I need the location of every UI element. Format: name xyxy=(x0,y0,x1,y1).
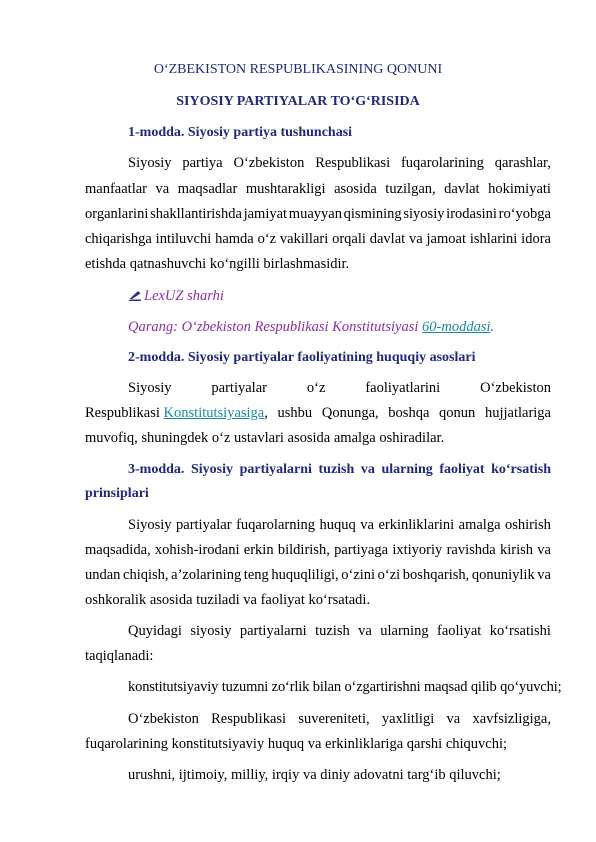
word: ro‘yobga xyxy=(498,206,551,222)
article-1-line-3 xyxy=(85,205,551,223)
word: siyosiy xyxy=(190,623,232,639)
word: Qonunga, xyxy=(321,405,379,421)
word: maqsadida, xyxy=(85,542,151,558)
word: fuqarolarining xyxy=(400,155,484,171)
word: Siyosiy xyxy=(128,380,172,396)
word: o‘z xyxy=(306,380,326,396)
article-3-line-10: urushni, ijtimoiy, milliy, irqiy va diniy adovatni targ‘ib qiluvchi; xyxy=(128,767,501,783)
word: xavfsizligiga, xyxy=(472,711,551,727)
word: tuzish xyxy=(318,462,355,477)
word: ixtiyoriy xyxy=(392,542,443,558)
article-3-line-1 xyxy=(128,516,551,534)
word: boshqarish, xyxy=(402,567,470,583)
word: irodasini xyxy=(446,206,497,222)
word: tuzish xyxy=(315,623,350,639)
constitution-article-60-link[interactable]: 60-moddasi xyxy=(422,319,491,335)
line2-pre: Respublikasi xyxy=(85,405,160,421)
article-3-line-7: konstitutsiyaviy tuzumni zo‘rlik bilan o‘zgartirishni maqsad qilib qo‘yuvchi; xyxy=(128,679,562,695)
see-reference xyxy=(128,318,494,336)
line2-comma: , xyxy=(264,405,268,421)
word: partiya xyxy=(182,155,223,171)
word: teng xyxy=(243,567,269,583)
see-text: Qarang: O‘zbekiston Respublikasi Konstitutsiyasi xyxy=(128,319,419,335)
article-3-line-6: taqiqlanadi: xyxy=(85,648,154,664)
word: Siyosiy xyxy=(128,155,172,171)
commentary-label[interactable]: LexUZ sharhi xyxy=(144,288,224,304)
word: qonun xyxy=(439,405,476,421)
article-2-line-3: muvofiq, shuningdek o‘z ustavlari asosida amalga oshiradilar. xyxy=(85,430,445,446)
word: a’zolarining xyxy=(171,567,242,583)
lexuz-commentary[interactable] xyxy=(128,287,224,305)
article-1-heading: 1-modda. Siyosiy partiya tushunchasi xyxy=(128,125,353,140)
article-3-line-8 xyxy=(128,710,551,728)
word: manfaatlar xyxy=(85,181,147,197)
word: bildirish, xyxy=(277,542,330,558)
word: o‘zini xyxy=(341,567,376,583)
word: asosida xyxy=(334,181,377,197)
word: va xyxy=(409,231,423,247)
article-1-line-5: etishda qatnashuvchi ko‘ngilli birlashmasidir. xyxy=(85,256,350,272)
article-1-line-2 xyxy=(85,180,551,198)
word: davlat xyxy=(444,181,480,197)
article-3-line-4: oshkoralik asosida tuziladi va faoliyat ko‘rsatadi. xyxy=(85,592,371,608)
word: o‘zi xyxy=(377,567,401,583)
word: fuqarolarning xyxy=(236,517,315,533)
word: qarashlar, xyxy=(494,155,551,171)
word: va xyxy=(360,517,374,533)
word: Respublikasi xyxy=(315,155,391,171)
article-3-heading-line-1 xyxy=(128,461,551,479)
word: o‘z xyxy=(257,231,277,247)
word: partiyalar xyxy=(176,517,232,533)
word: O‘zbekiston xyxy=(128,711,199,727)
article-3-heading-line-2: prinsiplari xyxy=(85,486,149,501)
article-1-line-1 xyxy=(128,154,551,172)
word: yaxlitligi xyxy=(381,711,435,727)
word: vakillari xyxy=(279,231,329,247)
word: ularning xyxy=(381,462,433,477)
word: intiluvchi xyxy=(155,231,212,247)
word: chiqarishga xyxy=(85,231,152,247)
article-3-line-5 xyxy=(128,622,551,640)
word: hamda xyxy=(215,231,254,247)
see-end: . xyxy=(490,319,495,335)
article-3-line-2 xyxy=(85,541,551,559)
word: tuzilgan, xyxy=(385,181,436,197)
word: boshqa xyxy=(388,405,430,421)
word: muayyan xyxy=(288,206,342,222)
word: va xyxy=(360,462,375,477)
word: orqali xyxy=(332,231,366,247)
word: va xyxy=(155,181,170,197)
word: hujjatlariga xyxy=(484,405,551,421)
word: partiyaga xyxy=(334,542,389,558)
word: qonuniylik xyxy=(471,567,535,583)
word: Quyidagi xyxy=(128,623,182,639)
word: ularning xyxy=(380,623,429,639)
word: chiqish, xyxy=(123,567,169,583)
word: Siyosiy xyxy=(128,517,172,533)
word: ko‘rsatish xyxy=(491,462,551,477)
word: hokimiyati xyxy=(488,181,551,197)
word: ko‘rsatishi xyxy=(489,623,551,639)
word: Siyosiy xyxy=(190,462,233,477)
word: Respublikasi xyxy=(211,711,287,727)
word: faoliyatlarini xyxy=(365,380,441,396)
word: ushbu xyxy=(277,405,313,421)
article-2-line-1 xyxy=(128,379,551,397)
word: faoliyat xyxy=(437,623,482,639)
word: 3-modda. xyxy=(128,462,185,477)
word: faoliyat xyxy=(439,462,485,477)
word: oshirish xyxy=(505,517,551,533)
word: xohish-irodani xyxy=(154,542,240,558)
word: idora xyxy=(521,231,551,247)
word: qismining xyxy=(343,206,402,222)
word: ravishda xyxy=(446,542,496,558)
word: huquq xyxy=(319,517,356,533)
article-2-heading: 2-modda. Siyosiy partiyalar faoliyatining huquqiy asoslari xyxy=(128,350,476,365)
word: ishlarini xyxy=(469,231,518,247)
word: mushtarakligi xyxy=(245,181,326,197)
word: jamoat xyxy=(426,231,466,247)
article-2-line-2 xyxy=(85,404,551,422)
word: siyosiy xyxy=(403,206,445,222)
word: partiyalar xyxy=(211,380,267,396)
word: partiyalarni xyxy=(239,462,312,477)
word: maqsadlar xyxy=(177,181,238,197)
article-1-line-4 xyxy=(85,230,551,248)
word: va xyxy=(537,567,551,583)
article-3-line-3 xyxy=(85,566,551,584)
word: organlarini xyxy=(85,206,149,222)
word: amalga xyxy=(458,517,501,533)
word: erkin xyxy=(243,542,274,558)
word: jamiyat xyxy=(243,206,288,222)
law-title: SIYOSIY PARTIYALAR TO‘G‘RISIDA xyxy=(176,94,420,109)
word: kirish xyxy=(499,542,534,558)
word: O‘zbekiston xyxy=(480,380,551,396)
commentary-edit-icon xyxy=(128,291,141,301)
word: O‘zbekiston xyxy=(233,155,305,171)
constitution-link[interactable]: Konstitutsiyasiga xyxy=(163,405,265,421)
law-type: O‘ZBEKISTON RESPUBLIKASINING QONUNI xyxy=(153,62,443,77)
word: davlat xyxy=(369,231,406,247)
word: va xyxy=(358,623,372,639)
word: va xyxy=(537,542,551,558)
word: partiyalarni xyxy=(239,623,307,639)
word: undan xyxy=(85,567,121,583)
word: erkinliklarini xyxy=(378,517,455,533)
word: va xyxy=(446,711,461,727)
word: shakllantirishda xyxy=(150,206,242,222)
article-3-line-9: fuqarolarining konstitutsiyaviy huquq va erkinliklariga qarshi chiquvchi; xyxy=(85,736,508,752)
word: huquqliligi, xyxy=(271,567,339,583)
word: suvereniteti, xyxy=(298,711,370,727)
